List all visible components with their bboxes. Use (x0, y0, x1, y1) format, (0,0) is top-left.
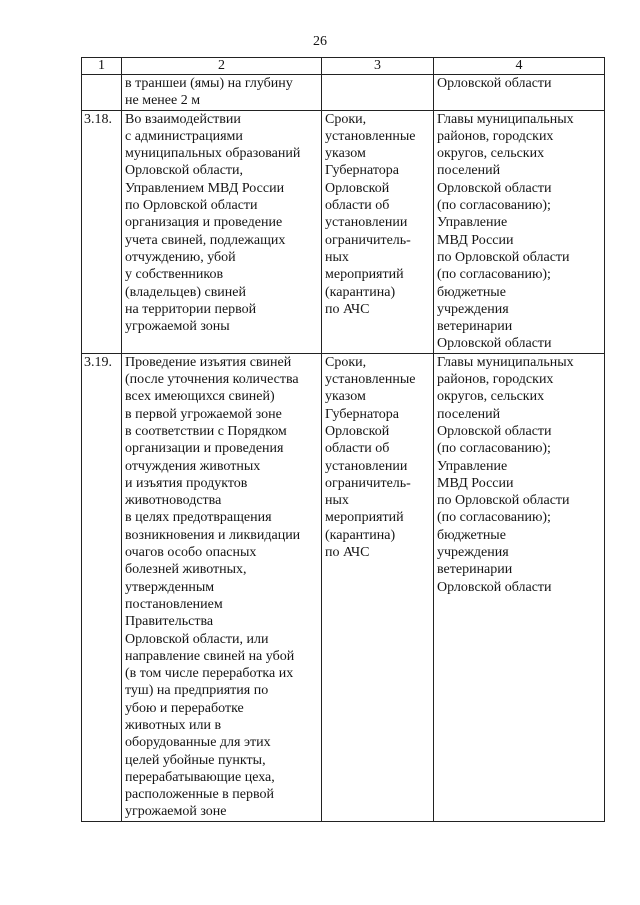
cell-line: (по согласованию); (437, 441, 551, 457)
cell-line: перерабатывающие цеха, (125, 769, 275, 785)
deadline-cell (322, 110, 434, 353)
cell-line: бюджетные (437, 284, 506, 300)
header-col-1: 1 (82, 58, 122, 75)
cell-line: Губернатора (325, 163, 400, 179)
cell-line: организация и проведение (125, 215, 283, 231)
cell-line: Орловской области (437, 180, 552, 196)
cell-line: постановлением (125, 596, 223, 612)
table-row (82, 110, 605, 353)
cell-line: округов, сельских (437, 146, 545, 162)
cell-line: (по согласованию); (437, 510, 551, 526)
cell-line: районов, городских (437, 372, 554, 388)
cell-line: по Орловской области (437, 249, 570, 265)
cell-line: Орловской области, или (125, 631, 269, 647)
cell-line: в соответствии с Порядком (125, 423, 287, 439)
cell-line: Орловской области (437, 336, 552, 352)
cell-line: (карантина) (325, 527, 396, 543)
cell-line: расположенные в первой (125, 787, 275, 803)
cell-line: животноводства (125, 493, 222, 509)
row-number (82, 75, 122, 111)
cell-line: округов, сельских (437, 389, 545, 405)
cell-line: установлении (325, 458, 408, 474)
cell-line: установленные (325, 128, 416, 144)
cell-line: Орловской области (437, 423, 552, 439)
cell-line: Губернатора (325, 406, 400, 422)
cell-line: болезней животных, (125, 562, 247, 578)
header-col-2: 2 (122, 58, 322, 75)
cell-line: животных или в (125, 717, 222, 733)
action-cell (122, 110, 322, 353)
cell-line: Орловской (325, 423, 390, 439)
table-row (82, 353, 605, 821)
cell-line: утвержденным (125, 579, 215, 595)
cell-line: мероприятий (325, 267, 404, 283)
cell-line: ных (325, 493, 349, 509)
cell-line: поселений (437, 163, 501, 179)
cell-line: МВД России (437, 475, 514, 491)
cell-line: указом (325, 146, 366, 162)
cell-line: МВД России (437, 232, 514, 248)
cell-line: ограничитель- (325, 475, 411, 491)
action-cell (122, 353, 322, 821)
cell-line: (владельцев) свиней (125, 284, 246, 300)
row-number: 3.18. (82, 110, 122, 353)
cell-line: ветеринарии (437, 562, 513, 578)
cell-line: очагов особо опасных (125, 545, 257, 561)
cell-line: с администрациями (125, 128, 243, 144)
deadline-cell (322, 353, 434, 821)
measures-table (81, 57, 605, 822)
cell-line: в траншеи (ямы) на глубину (125, 76, 293, 91)
cell-line: по Орловской области (437, 493, 570, 509)
cell-line: туш) на предприятия по (125, 683, 269, 699)
cell-line: Сроки, (325, 354, 367, 370)
cell-line: по АЧС (325, 301, 370, 317)
table-row (82, 75, 605, 111)
cell-line: учреждения (437, 545, 509, 561)
cell-line: угрожаемой зоне (125, 804, 227, 820)
cell-line: отчуждению, убой (125, 249, 236, 265)
cell-line: учреждения (437, 301, 509, 317)
cell-line: Главы муниципальных (437, 354, 574, 370)
cell-line: бюджетные (437, 527, 506, 543)
cell-line: ограничитель- (325, 232, 411, 248)
cell-line: Главы муниципальных (437, 111, 574, 127)
cell-line: Орловской (325, 180, 390, 196)
cell-line: и изъятия продуктов (125, 475, 248, 491)
cell-line: Правительства (125, 614, 214, 630)
cell-line: (по согласованию); (437, 198, 551, 214)
cell-line: всех имеющихся свиней) (125, 389, 275, 405)
cell-line: Управлением МВД России (125, 180, 285, 196)
cell-line: направление свиней на убой (125, 648, 295, 664)
cell-line: установлении (325, 215, 408, 231)
cell-line: Управление (437, 215, 508, 231)
cell-line: области об (325, 198, 390, 214)
cell-line: отчуждения животных (125, 458, 261, 474)
responsible-cell (434, 353, 605, 821)
cell-line: (в том числе переработка их (125, 666, 294, 682)
cell-line: по АЧС (325, 545, 370, 561)
cell-line: Во взаимодействии (125, 111, 241, 127)
cell-line: Орловской области (437, 76, 552, 91)
responsible-cell (434, 110, 605, 353)
header-col-3: 3 (322, 58, 434, 75)
cell-line: (после уточнения количества (125, 372, 299, 388)
cell-line: в первой угрожаемой зоне (125, 406, 282, 422)
cell-line: Проведение изъятия свиней (125, 354, 292, 370)
cell-line: возникновения и ликвидации (125, 527, 301, 543)
cell-line: организации и проведения (125, 441, 284, 457)
cell-line: установленные (325, 372, 416, 388)
cell-line: области об (325, 441, 390, 457)
cell-line: угрожаемой зоны (125, 319, 230, 335)
cell-line: убою и переработке (125, 700, 244, 716)
cell-line: Управление (437, 458, 508, 474)
cell-line: по Орловской области (125, 198, 258, 214)
cell-line: районов, городских (437, 128, 554, 144)
cell-line: указом (325, 389, 366, 405)
responsible-cell (434, 75, 605, 111)
cell-line: ветеринарии (437, 319, 513, 335)
table-header-row (82, 58, 605, 75)
cell-line: мероприятий (325, 510, 404, 526)
cell-line: муниципальных образований (125, 146, 301, 162)
cell-line: учета свиней, подлежащих (125, 232, 286, 248)
cell-line: Орловской области, (125, 163, 244, 179)
cell-line: Орловской области (437, 579, 552, 595)
deadline-cell (322, 75, 434, 111)
cell-line: целей убойные пункты, (125, 752, 266, 768)
row-number: 3.19. (82, 353, 122, 821)
cell-line: в целях предотвращения (125, 510, 272, 526)
page-number: 26 (313, 34, 327, 49)
cell-line: оборудованные для этих (125, 735, 271, 751)
header-col-4: 4 (434, 58, 605, 75)
cell-line: (карантина) (325, 284, 396, 300)
cell-line: поселений (437, 406, 501, 422)
action-cell (122, 75, 322, 111)
cell-line: не менее 2 м (125, 93, 201, 109)
cell-line: на территории первой (125, 301, 257, 317)
cell-line: у собственников (125, 267, 224, 283)
cell-line: ных (325, 249, 349, 265)
cell-line: (по согласованию); (437, 267, 551, 283)
cell-line: Сроки, (325, 111, 367, 127)
